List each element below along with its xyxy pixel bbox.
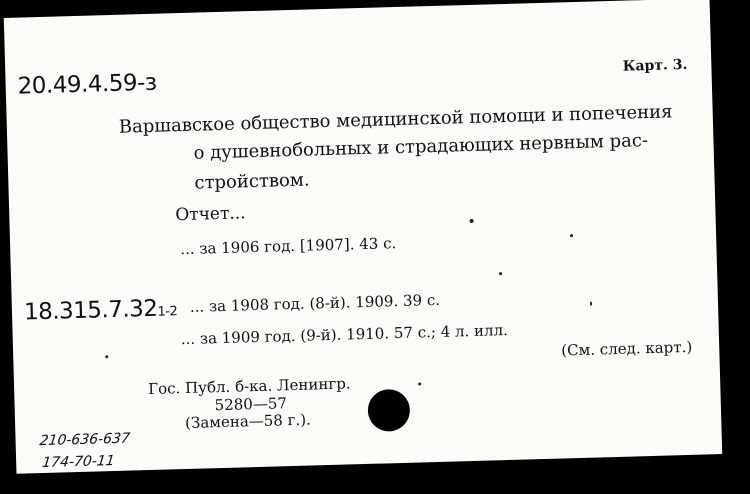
library-line-2: 5280—57 xyxy=(214,394,288,415)
title-line-3: стройством. xyxy=(194,169,310,194)
call-number-mid xyxy=(24,295,178,325)
ink-speck xyxy=(105,355,108,358)
card-number: Карт. 3. xyxy=(622,56,688,75)
entry-1909: ... за 1909 год. (9-й). 1910. 57 с.; 4 л. илл. xyxy=(180,320,509,349)
entry-1908: ... за 1908 год. (8-й). 1909. 39 с. xyxy=(189,290,441,316)
catalog-card xyxy=(4,0,722,474)
call-number-mid-main: 18.315.7.32 xyxy=(23,295,158,326)
call-number-top: 20.49.4.59-з xyxy=(17,69,157,100)
see-next-card: (См. след. карт.) xyxy=(561,337,693,360)
title-line-2: о душевнобольных и страдающих нервным рас- xyxy=(193,130,649,164)
ink-speck xyxy=(499,272,502,275)
library-line-3: (Замена—58 г.). xyxy=(184,410,312,433)
entry-1906: ... за 1906 год. [1907]. 43 с. xyxy=(180,234,397,259)
ink-speck xyxy=(590,302,592,306)
title-line-1: Варшавское общество медицинской помощи и попечения xyxy=(118,101,673,138)
report-heading: Отчет... xyxy=(175,203,246,226)
handwritten-number-1: 210-636-637 xyxy=(38,430,131,450)
library-line-1: Гос. Публ. б-ка. Ленингр. xyxy=(147,374,351,399)
punch-hole xyxy=(367,389,410,432)
call-number-mid-suffix: 1-2 xyxy=(157,304,178,320)
ink-speck xyxy=(570,234,573,237)
ink-speck xyxy=(418,382,421,385)
ink-speck xyxy=(470,219,474,223)
handwritten-number-2: 174-70-11 xyxy=(41,452,116,472)
